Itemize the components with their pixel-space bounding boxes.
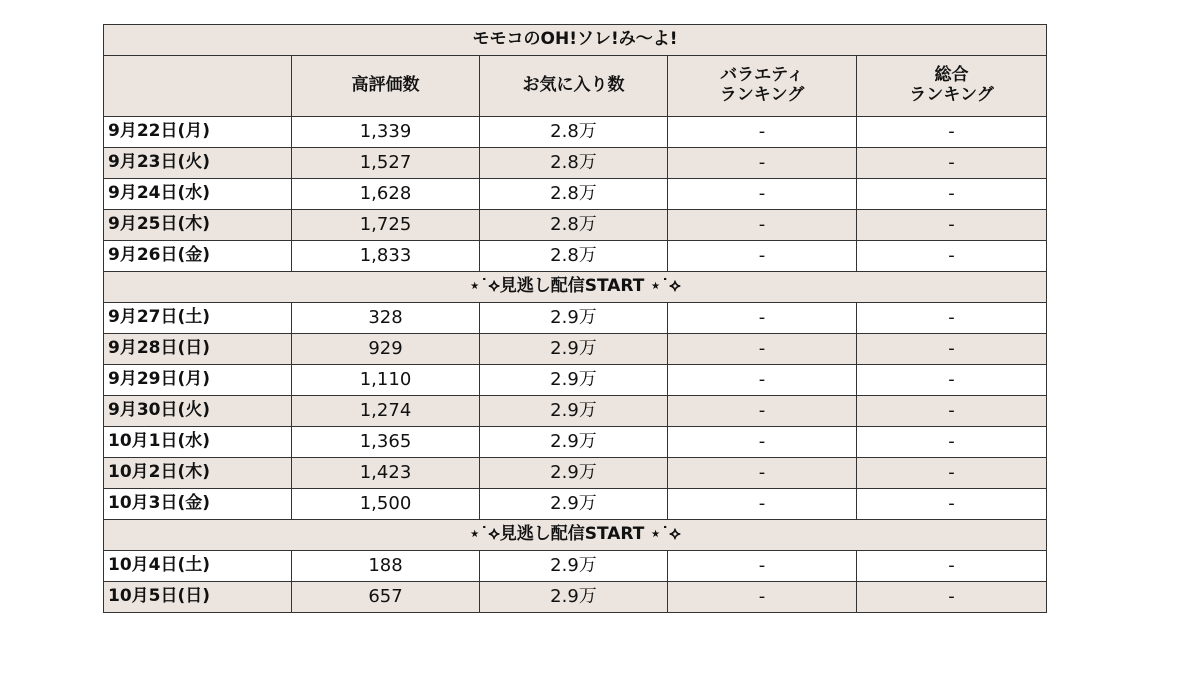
table-row [104,334,1047,365]
table-row [104,210,1047,241]
likes-cell: 1,339 [292,117,480,148]
header-variety-ranking-line2: ランキング [719,85,805,105]
variety-rank-cell: - [668,117,857,148]
overall-rank-cell: - [857,396,1047,427]
likes-cell: 1,274 [292,396,480,427]
date-cell: 9月28日(日) [104,334,292,365]
likes-cell: 1,423 [292,458,480,489]
overall-rank-cell: - [857,551,1047,582]
overall-rank-cell: - [857,303,1047,334]
date-cell: 10月1日(水) [104,427,292,458]
likes-cell: 657 [292,582,480,613]
date-cell: 9月27日(土) [104,303,292,334]
date-cell: 9月26日(金) [104,241,292,272]
likes-cell: 1,833 [292,241,480,272]
variety-rank-cell: - [668,489,857,520]
overall-rank-cell: - [857,365,1047,396]
variety-rank-cell: - [668,551,857,582]
section-row [104,272,1047,303]
overall-rank-cell: - [857,458,1047,489]
overall-rank-cell: - [857,489,1047,520]
table-row [104,148,1047,179]
favorites-cell: 2.9万 [480,489,668,520]
header-variety-ranking-line1: バラエティ [720,65,804,86]
date-cell: 9月30日(火) [104,396,292,427]
table-row [104,241,1047,272]
table-title: モモコのOH!ソレ!み〜よ! [104,25,1047,56]
favorites-cell: 2.9万 [480,365,668,396]
favorites-cell: 2.9万 [480,303,668,334]
date-cell: 9月25日(木) [104,210,292,241]
table-row [104,396,1047,427]
overall-rank-cell: - [857,427,1047,458]
table-row [104,365,1047,396]
date-cell: 10月5日(日) [104,582,292,613]
section-label: ⋆˙⟡見逃し配信START ⋆˙⟡ [104,520,1047,551]
header-likes: 高評価数 [292,56,480,117]
table-row [104,117,1047,148]
header-date [104,56,292,117]
variety-rank-cell: - [668,427,857,458]
favorites-cell: 2.9万 [480,396,668,427]
table-row [104,458,1047,489]
variety-rank-cell: - [668,334,857,365]
likes-cell: 328 [292,303,480,334]
variety-rank-cell: - [668,241,857,272]
header-row [104,56,1047,117]
header-overall-ranking-line1: 総合 [934,65,969,86]
overall-rank-cell: - [857,148,1047,179]
overall-rank-cell: - [857,582,1047,613]
header-overall-ranking-line2: ランキング [909,85,994,105]
stats-table-container [103,24,1046,613]
likes-cell: 1,500 [292,489,480,520]
date-cell: 9月22日(月) [104,117,292,148]
favorites-cell: 2.9万 [480,582,668,613]
likes-cell: 1,527 [292,148,480,179]
table-row [104,303,1047,334]
date-cell: 10月3日(金) [104,489,292,520]
likes-cell: 1,628 [292,179,480,210]
overall-rank-cell: - [857,179,1047,210]
variety-rank-cell: - [668,303,857,334]
section-label: ⋆˙⟡見逃し配信START ⋆˙⟡ [104,272,1047,303]
header-overall-ranking [857,56,1047,117]
overall-rank-cell: - [857,334,1047,365]
table-row [104,427,1047,458]
variety-rank-cell: - [668,396,857,427]
date-cell: 10月4日(土) [104,551,292,582]
favorites-cell: 2.8万 [480,148,668,179]
variety-rank-cell: - [668,582,857,613]
table-row [104,551,1047,582]
variety-rank-cell: - [668,365,857,396]
section-row [104,520,1047,551]
favorites-cell: 2.8万 [480,241,668,272]
favorites-cell: 2.9万 [480,551,668,582]
stats-table [103,24,1047,613]
favorites-cell: 2.9万 [480,334,668,365]
table-row [104,489,1047,520]
likes-cell: 1,725 [292,210,480,241]
likes-cell: 929 [292,334,480,365]
favorites-cell: 2.8万 [480,117,668,148]
date-cell: 10月2日(木) [104,458,292,489]
header-variety-ranking [668,56,857,117]
title-row [104,25,1047,56]
overall-rank-cell: - [857,210,1047,241]
likes-cell: 1,365 [292,427,480,458]
variety-rank-cell: - [668,148,857,179]
favorites-cell: 2.9万 [480,427,668,458]
date-cell: 9月23日(火) [104,148,292,179]
favorites-cell: 2.8万 [480,179,668,210]
favorites-cell: 2.9万 [480,458,668,489]
variety-rank-cell: - [668,458,857,489]
overall-rank-cell: - [857,241,1047,272]
variety-rank-cell: - [668,179,857,210]
date-cell: 9月29日(月) [104,365,292,396]
likes-cell: 188 [292,551,480,582]
date-cell: 9月24日(水) [104,179,292,210]
table-row [104,179,1047,210]
variety-rank-cell: - [668,210,857,241]
overall-rank-cell: - [857,117,1047,148]
favorites-cell: 2.8万 [480,210,668,241]
likes-cell: 1,110 [292,365,480,396]
table-row [104,582,1047,613]
header-favorites: お気に入り数 [480,56,668,117]
